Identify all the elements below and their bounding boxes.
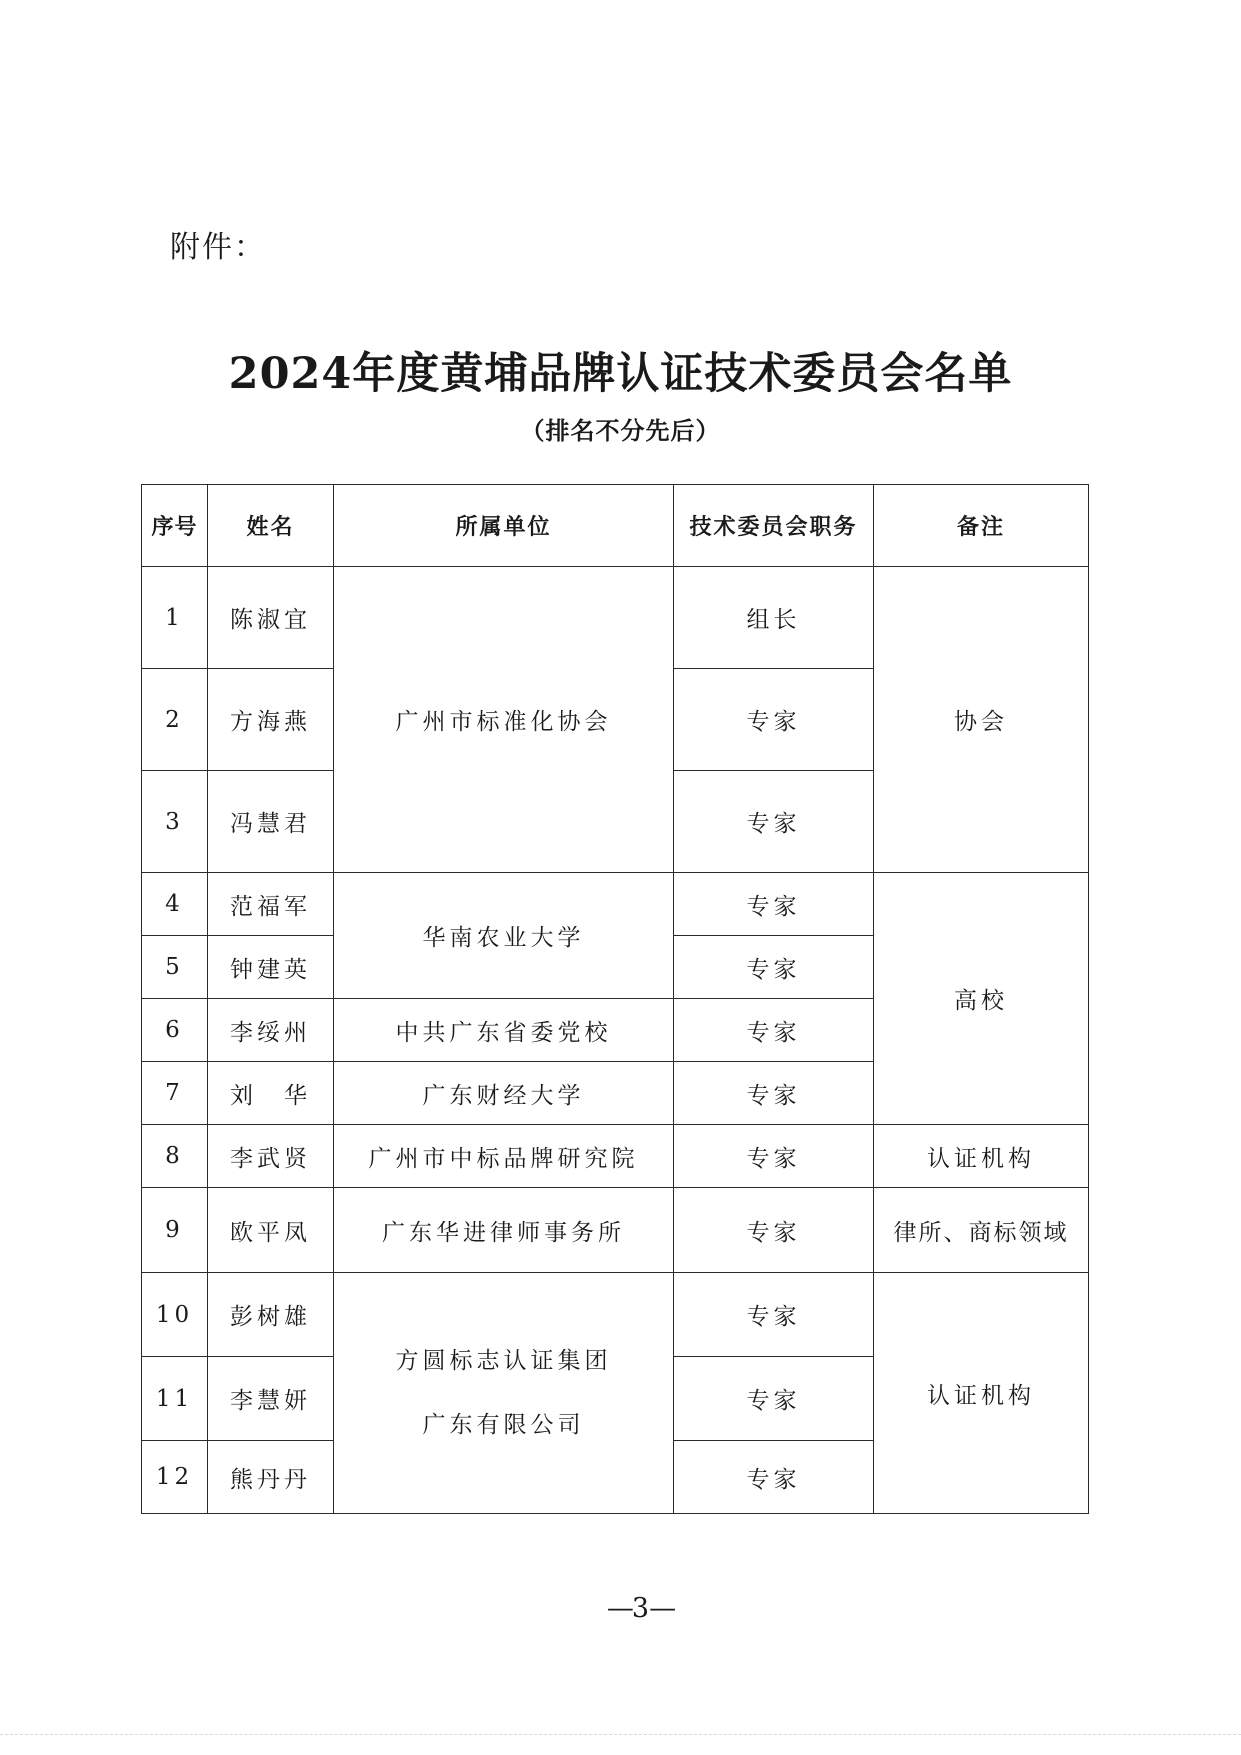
row-seq: 12 <box>142 1441 208 1514</box>
table-row <box>142 567 1089 669</box>
org-line-2: 广东有限公司 <box>422 1412 585 1438</box>
committee-roster-table <box>141 484 1089 1514</box>
header-seq: 序号 <box>142 485 208 567</box>
row-org: 广州市中标品牌研究院 <box>334 1125 674 1188</box>
page-number-value: 3 <box>631 1593 650 1624</box>
row-remark: 认证机构 <box>874 1273 1089 1514</box>
header-org: 所属单位 <box>334 485 674 567</box>
row-org: 广东华进律师事务所 <box>334 1188 674 1273</box>
row-name: 李武贤 <box>208 1125 334 1188</box>
row-role: 专家 <box>674 1273 874 1357</box>
row-name: 彭树雄 <box>208 1273 334 1357</box>
org-line-1: 方圆标志认证集团 <box>395 1348 612 1374</box>
row-role: 组长 <box>674 567 874 669</box>
row-remark: 高校 <box>874 873 1089 1125</box>
row-name: 李慧妍 <box>208 1357 334 1441</box>
row-org: 广东财经大学 <box>334 1062 674 1125</box>
row-seq: 2 <box>142 669 208 771</box>
row-name: 李绥州 <box>208 999 334 1062</box>
table-row <box>142 1125 1089 1188</box>
row-name: 方海燕 <box>208 669 334 771</box>
header-remark: 备注 <box>874 485 1089 567</box>
row-name: 范福军 <box>208 873 334 936</box>
header-role: 技术委员会职务 <box>674 485 874 567</box>
row-remark: 协会 <box>874 567 1089 873</box>
row-role: 专家 <box>674 999 874 1062</box>
row-role: 专家 <box>674 1357 874 1441</box>
row-org: 广州市标准化协会 <box>334 567 674 873</box>
row-name: 冯慧君 <box>208 771 334 873</box>
row-role: 专家 <box>674 1441 874 1514</box>
page-number: —3— <box>606 1593 675 1624</box>
row-name: 刘 华 <box>208 1062 334 1125</box>
row-seq: 1 <box>142 567 208 669</box>
row-seq: 3 <box>142 771 208 873</box>
row-role: 专家 <box>674 873 874 936</box>
table-row <box>142 1273 1089 1357</box>
attachment-label: 附件： <box>170 230 266 265</box>
row-seq: 4 <box>142 873 208 936</box>
row-seq: 6 <box>142 999 208 1062</box>
row-seq: 8 <box>142 1125 208 1188</box>
row-role: 专家 <box>674 669 874 771</box>
table-row <box>142 1188 1089 1273</box>
row-role: 专家 <box>674 1188 874 1273</box>
row-name: 陈淑宜 <box>208 567 334 669</box>
row-seq: 10 <box>142 1273 208 1357</box>
row-name: 熊丹丹 <box>208 1441 334 1514</box>
row-org: 华南农业大学 <box>334 873 674 999</box>
scan-edge-divider <box>0 1734 1241 1741</box>
header-name: 姓名 <box>208 485 334 567</box>
row-seq: 7 <box>142 1062 208 1125</box>
table-header-row <box>142 485 1089 567</box>
row-name: 欧平凤 <box>208 1188 334 1273</box>
row-name: 钟建英 <box>208 936 334 999</box>
row-remark: 认证机构 <box>874 1125 1089 1188</box>
row-remark: 律所、商标领域 <box>874 1188 1089 1273</box>
table-row <box>142 873 1089 936</box>
row-role: 专家 <box>674 771 874 873</box>
document-title: 2024年度黄埔品牌认证技术委员会名单 <box>228 349 1013 399</box>
row-org: 中共广东省委党校 <box>334 999 674 1062</box>
row-role: 专家 <box>674 1062 874 1125</box>
row-seq: 9 <box>142 1188 208 1273</box>
document-subtitle: （排名不分先后） <box>520 417 721 445</box>
row-seq: 11 <box>142 1357 208 1441</box>
row-role: 专家 <box>674 1125 874 1188</box>
row-org <box>334 1273 674 1514</box>
row-role: 专家 <box>674 936 874 999</box>
row-seq: 5 <box>142 936 208 999</box>
